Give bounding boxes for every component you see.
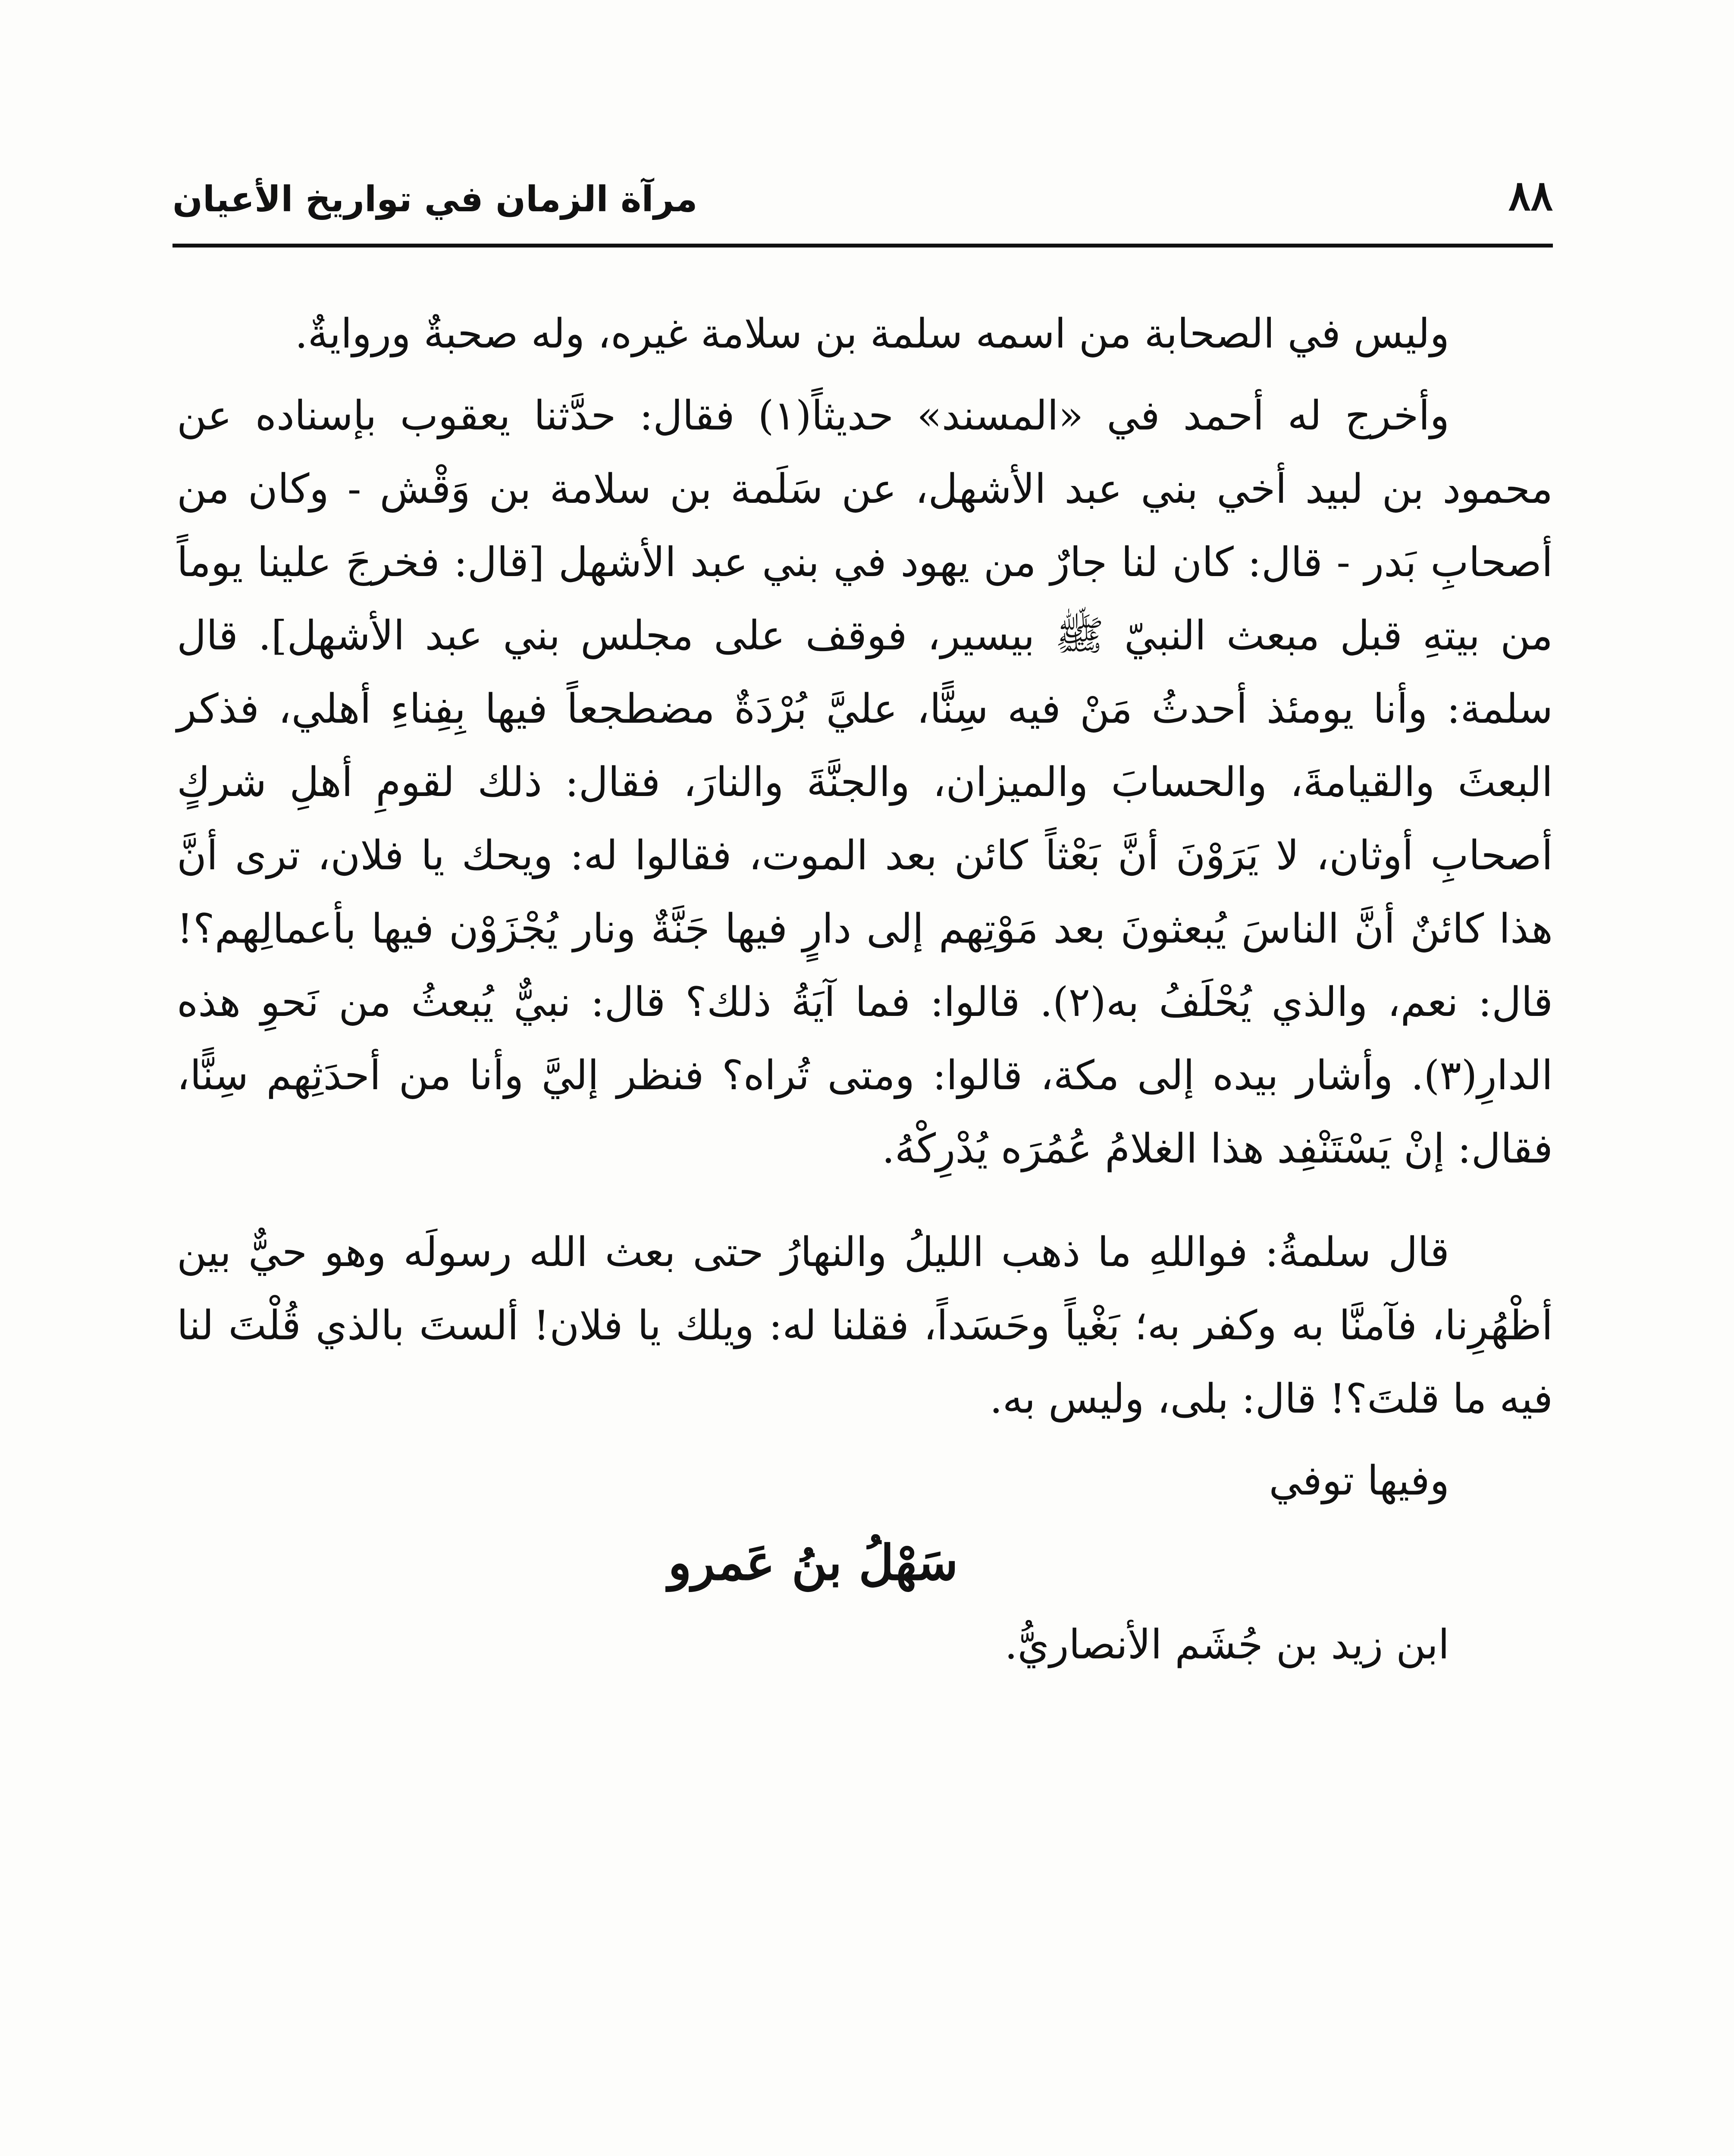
paragraph: قال سلمةُ: فواللهِ ما ذهب الليلُ والنهارُ حتى بعث الله رسولَه وهو حيٌّ بين أظْهُرِنا، فآمنَّا به وكفر به؛ بَغْياً وحَسَداً، فقلنا له: ويلك يا فلان! ألستَ بالذي قُلْتَ لنا فيه ما قلتَ؟! قال: بلى، وليس به. xyxy=(177,1229,1553,1423)
header-rule xyxy=(172,244,1553,248)
section-title: سَهْلُ بنُ عَمرو xyxy=(668,1535,958,1591)
paragraph: وفيها توفي xyxy=(1269,1457,1449,1504)
main-text xyxy=(177,298,1553,1690)
paragraph: وليس في الصحابة من اسمه سلمة بن سلامة غيره، وله صحبةٌ وروايةٌ. xyxy=(295,310,1449,357)
lineage-line: ابن زيد بن جُشَم الأنصاريُّ. xyxy=(1004,1621,1449,1668)
page-number: ٨٨ xyxy=(1508,171,1553,220)
running-header xyxy=(172,164,1553,233)
book-title: مرآة الزمان في تواريخ الأعيان xyxy=(172,179,698,220)
paragraph: وأخرج له أحمد في «المسند» حديثاً(١) فقال: حدَّثنا يعقوب بإسناده عن محمود بن لبيد أخي بني عبد الأشهل، عن سَلَمة بن سلامة بن وَقْش - وكان من أصحابِ بَدر - قال: كان لنا جارٌ من يهود في بني عبد الأشهل [قال: فخرجَ علينا يوماً من بيتهِ قبل مبعث النبيّ ﷺ بيسير، فوقف على مجلس بني عبد الأشهل]. قال سلمة: وأنا يومئذ أحدثُ مَنْ فيه سِنًّا، عليَّ بُرْدَةٌ مضطجعاً فيها بِفِناءِ أهلي، فذكر البعثَ والقيامةَ، والحسابَ والميزان، والجنَّةَ والنارَ، فقال: ذلك لقومِ أهلِ شركٍ أصحابِ أوثان، لا يَرَوْنَ أنَّ بَعْثاً كائن بعد الموت، فقالوا له: ويحك يا فلان، ترى أنَّ هذا كائنٌ أنَّ الناسَ يُبعثونَ بعد مَوْتِهم إلى دارٍ فيها جَنَّةٌ ونار يُجْزَوْن فيها بأعمالِهم؟! قال: نعم، والذي يُحْلَفُ به(٢). قالوا: فما آيَةُ ذلك؟ قال: نبيٌّ يُبعثُ من نَحوِ هذه الدارِ(٣). وأشار بيده إلى مكة، قالوا: ومتى تُراه؟ فنظر إليَّ وأنا من أحدَثِهم سِنًّا، فقال: إنْ يَسْتَنْفِد هذا الغلامُ عُمُرَه يُدْرِكْهُ. xyxy=(177,392,1553,1172)
